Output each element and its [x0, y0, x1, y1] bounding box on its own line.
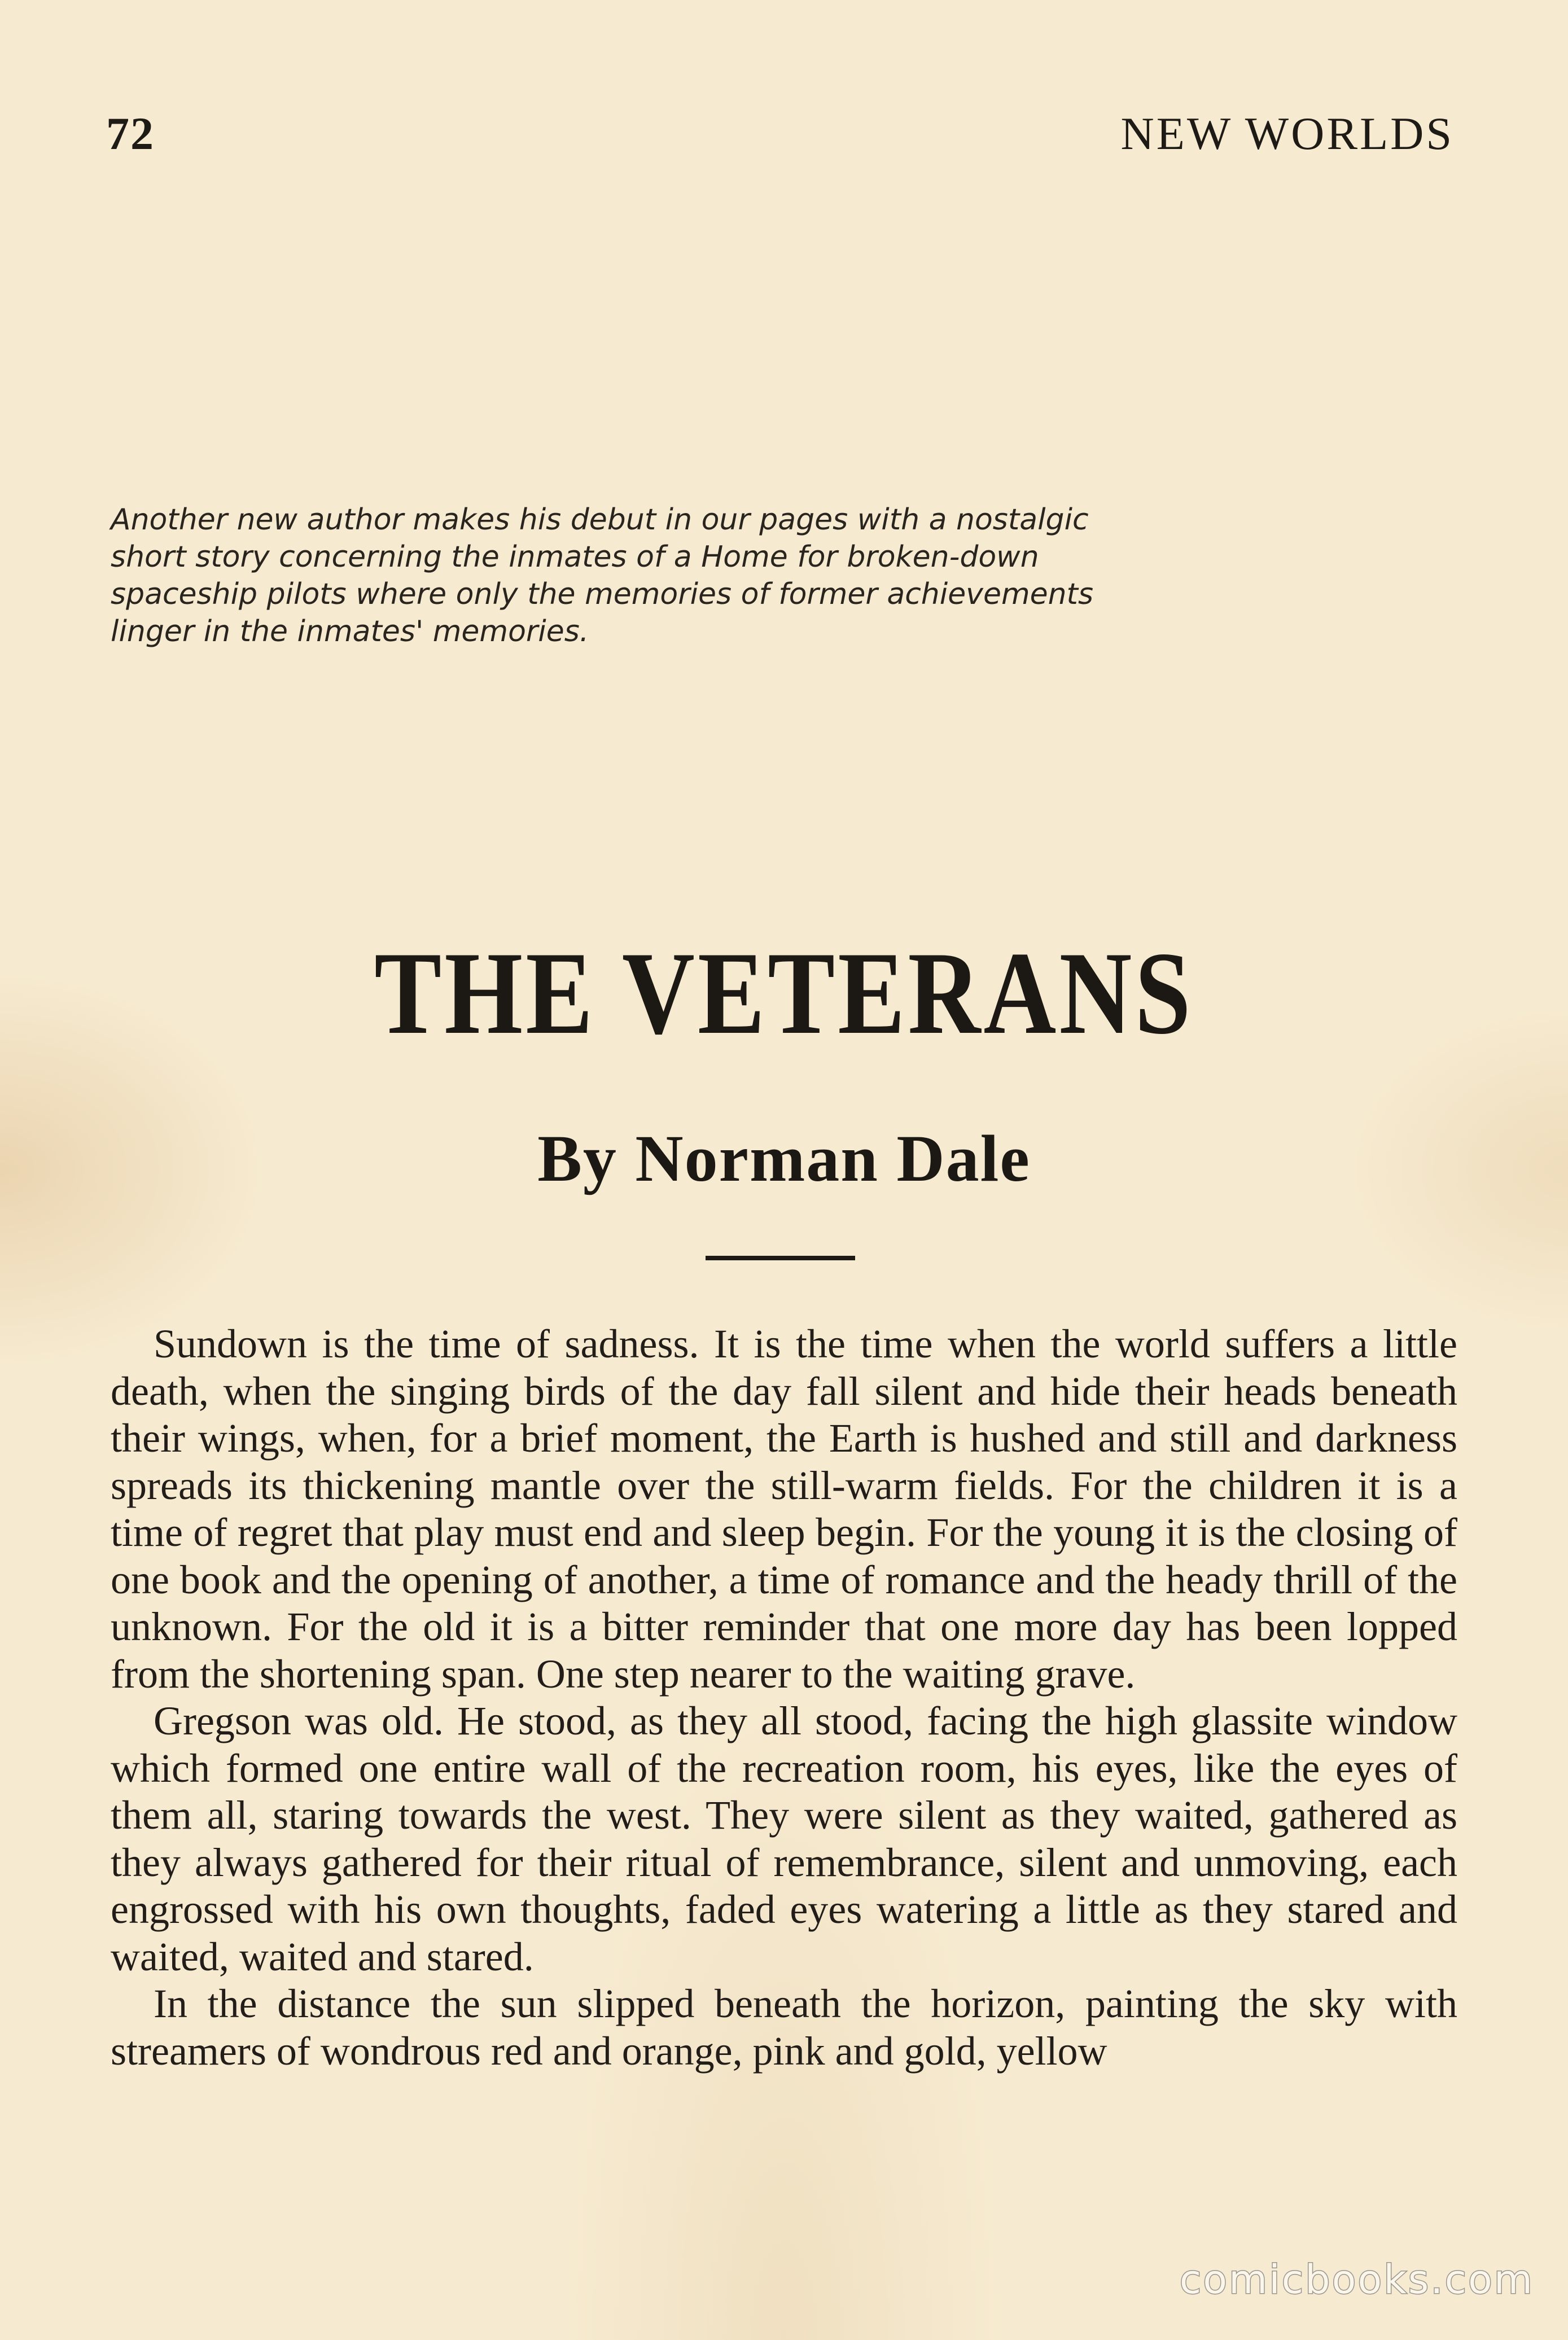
paragraph: In the distance the sun slipped beneath the horizon, painting the sky with streamers of wondrous red and orange, pink and gold, yellow [111, 1981, 1457, 2074]
story-byline: By Norman Dale [537, 1121, 1031, 1195]
running-head: NEW WORLDS [1120, 108, 1454, 159]
page-number: 72 [106, 108, 155, 159]
story-body [111, 1321, 1457, 2075]
paragraph: Sundown is the time of sadness. It is the time when the world suffers a little death, when the singing birds of the day fall silent and hide their heads beneath their wings, when, for a brief moment, the Earth is hushed and still and darkness spreads its thickening mantle over the still-warm fields. For the children it is a time of regret that play must end and sleep begin. For the young it is the closing of one book and the opening of another, a time of romance and the heady thrill of the unknown. For the old it is a bitter reminder that one more day has been lopped from the shortening span. One step nearer to the waiting grave. [111, 1321, 1457, 1697]
story-intro-blurb: Another new author makes his debut in our pages with a nostalgic short story concerning the inmates of a Home for broken-down spaceship pilots where only the memories of former achievements linger in the inmates' memories. [111, 503, 1094, 648]
paragraph: Gregson was old. He stood, as they all stood, facing the high glassite window which formed one entire wall of the recreation room, his eyes, like the eyes of them all, staring towards the west. They were silent as they waited, gathered as they always gathered for their ritual of remembrance, silent and unmoving, each engrossed with his own thoughts, faded eyes watering a little as they stared and waited, waited and stared. [111, 1698, 1457, 1979]
watermark: comicbooks.com [1179, 2256, 1534, 2303]
title-divider [706, 1256, 855, 1260]
story-title: THE VETERANS [374, 928, 1194, 1059]
